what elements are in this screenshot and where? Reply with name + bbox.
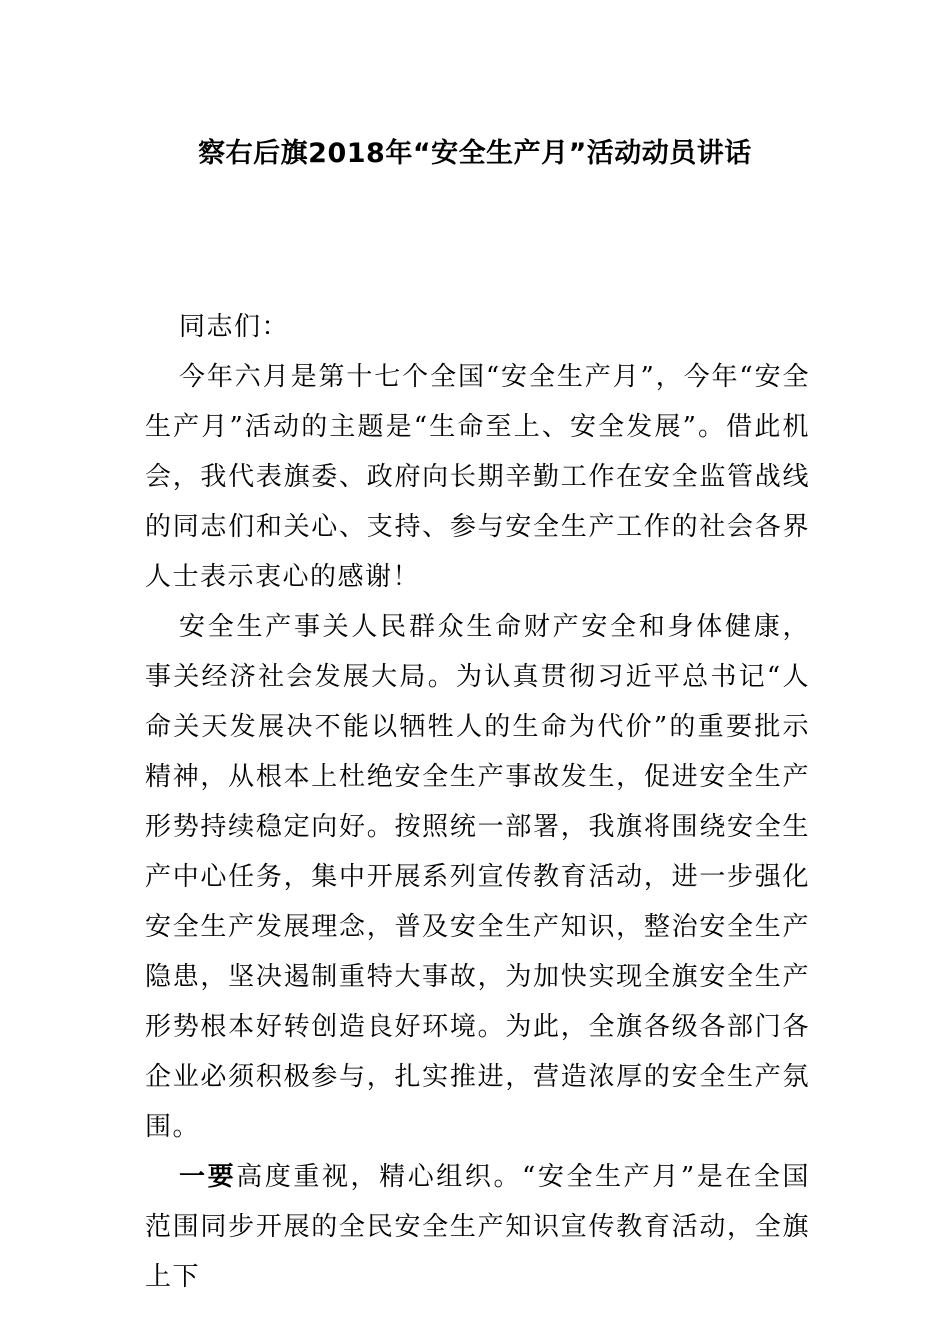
paragraph-1 [145, 352, 810, 602]
paragraph-3 [145, 1152, 810, 1302]
salutation: 同志们： [179, 312, 290, 342]
paragraph-text: 今年六月是第十七个全国“安全生产月”，今年“安全生产月”活动的主题是“生命至上、安全发展”。借此机会，我代表旗委、政府向长期辛勤工作在安全监管战线的同志们和关心、支持、参与安全生产工作的社会各界人士表示衷心的感谢！ [145, 362, 810, 592]
document-title: 察右后旗2018年“安全生产月”活动动员讲话 [198, 138, 752, 169]
paragraph-text: 高度重视，精心组织。“安全生产月”是在全国范围同步开展的全民安全生产知识宣传教育活动，全旗上下 [145, 1162, 810, 1292]
paragraph-lead: 一要 [179, 1162, 237, 1192]
paragraph-text: 安全生产事关人民群众生命财产安全和身体健康，事关经济社会发展大局。为认真贯彻习近平总书记“人命关天发展决不能以牺牲人的生命为代价”的重要批示精神，从根本上杜绝安全生产事故发生，促进安全生产形势持续稳定向好。按照统一部署，我旗将围绕安全生产中心任务，集中开展系列宣传教育活动，进一步强化安全生产发展理念，普及安全生产知识，整治安全生产隐患，坚决遏制重特大事故，为加快实现全旗安全生产形势根本好转创造良好环境。为此，全旗各级各部门各企业必须积极参与，扎实推进，营造浓厚的安全生产氛围。 [145, 612, 810, 1142]
document-body [145, 302, 810, 1302]
paragraph-2 [145, 602, 810, 1152]
